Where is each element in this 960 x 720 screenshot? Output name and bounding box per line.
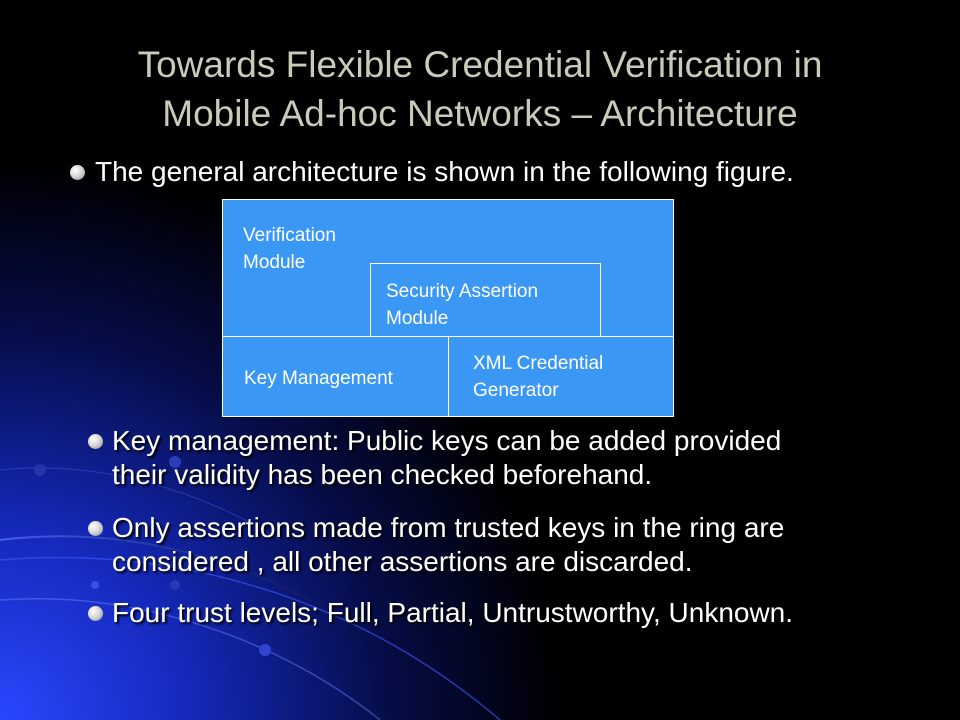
bullet-text: Four trust levels; Full, Partial, Untrustworthy, Unknown. — [112, 597, 794, 628]
key-management-label: Key Management — [244, 368, 393, 389]
deco-dot — [170, 580, 180, 590]
architecture-diagram — [222, 199, 674, 417]
intro-bullet-text: The general architecture is shown in the following figure. — [95, 156, 794, 187]
bullet-key-management — [88, 424, 928, 492]
bullet-trusted-assertions — [88, 511, 928, 579]
verification-module-label: Verification Module — [243, 225, 336, 273]
bullet-text: Key management: Public keys can be added provided their validity has been checked beforehand. — [112, 425, 782, 490]
deco-dot — [91, 581, 99, 589]
slide-title — [40, 40, 920, 138]
xml-credential-generator-label: XML Credential Generator — [473, 353, 604, 401]
bullet-dot-icon — [88, 434, 103, 449]
title-line-1: Towards Flexible Credential Verification in — [137, 44, 823, 85]
bullet-trust-levels — [88, 596, 928, 630]
security-assertion-module-box — [370, 263, 601, 344]
bullet-text: Only assertions made from trusted keys in the ring are considered , all other assertions are discarded. — [112, 512, 785, 577]
deco-dot — [259, 644, 271, 656]
deco-dot — [34, 464, 46, 476]
intro-bullet — [70, 155, 930, 189]
title-line-2: Mobile Ad-hoc Networks – Architecture — [162, 93, 798, 134]
key-management-box — [222, 336, 452, 417]
bullet-dot-icon — [88, 521, 103, 536]
bullet-dot-icon — [70, 165, 85, 180]
security-assertion-module-label: Security Assertion Module — [386, 281, 539, 329]
xml-credential-generator-box — [448, 336, 674, 417]
bullet-dot-icon — [88, 606, 103, 621]
